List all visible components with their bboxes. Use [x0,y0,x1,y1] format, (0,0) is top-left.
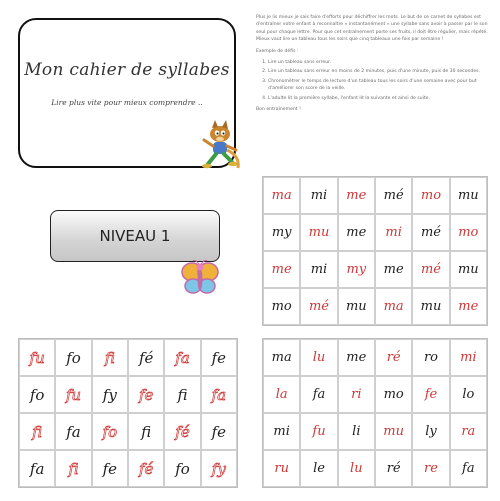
instruction-step: 4. L'adulte lit la première syllabe, l'enfant lit la suivante et ainsi de suite. [268,95,488,102]
syllable-cell: ro [412,339,449,376]
instruction-step: 1. Lire un tableau sans erreur. [268,59,488,66]
syllable-cell: mé [375,177,412,214]
syllable-cell: lo [450,376,487,413]
syllable-cell: fa [55,413,91,450]
syllable-cell: mo [412,177,449,214]
level-label: NIVEAU 1 [99,227,171,245]
syllable-cell: fa [450,450,487,487]
syllable-cell: mé [412,251,449,288]
syllable-cell: fi [128,413,164,450]
syllable-cell: mu [450,251,487,288]
syllable-cell: mi [300,177,337,214]
syllable-cell: my [263,214,300,251]
cover-title: Mon cahier de syllabes [24,60,230,80]
syllable-cell: fe [201,413,237,450]
syllable-cell: fe [128,376,164,413]
syllable-cell: ri [338,376,375,413]
syllable-grid-mixed [262,338,488,488]
syllable-cell: me [338,339,375,376]
syllable-cell: mu [375,413,412,450]
syllable-cell: ma [263,339,300,376]
syllable-cell: my [338,251,375,288]
syllable-cell: ru [263,450,300,487]
syllable-cell: mi [300,251,337,288]
instructions-text [256,14,488,164]
instruction-step: 2. Lire un tableau sans erreur en moins de 2 minutes, puis d'une minute, puis de 30 secondes. [268,68,488,75]
syllable-cell: fa [19,450,55,487]
syllable-cell: fy [201,450,237,487]
instruction-step: 3. Chronométrer le temps de lecture d'un tableau tous les soirs d'une semaine avec pour but d'améliorer son score de la veille. [268,78,488,93]
syllable-cell: ly [412,413,449,450]
syllable-cell: lu [300,339,337,376]
syllable-cell: ma [375,288,412,325]
syllable-cell: fo [55,339,91,376]
syllable-cell: fé [128,339,164,376]
syllable-cell: fo [92,413,128,450]
syllable-cell: fa [164,339,200,376]
syllable-cell: mé [300,288,337,325]
syllable-cell: le [300,450,337,487]
syllable-cell: ré [375,450,412,487]
cover-subtitle: Lire plus vite pour mieux comprendre .. [51,98,203,107]
syllable-cell: fi [92,339,128,376]
syllable-cell: me [338,177,375,214]
syllable-cell: fu [55,376,91,413]
syllable-cell: la [263,376,300,413]
syllable-cell: fu [300,413,337,450]
cover-card [18,18,236,168]
syllable-cell: fo [19,376,55,413]
butterfly-icon [180,260,220,296]
syllable-cell: mi [450,339,487,376]
syllable-cell: fé [128,450,164,487]
syllable-grid-f [18,338,238,488]
instructions-intro: Plus je lis mieux je sais faire d'efforts pour déchiffrer les mots. Le but de ce carnet de syllabes est d'entraîner votre enfant à reconnaître « instantanément » une syllabe sans avoir à passer par le son seul pour chaque lettre. Pour que cet entraînement porte ses fruits, il doit être régulier, mais répété. Mieux vaut lire un tableau tous les soirs que cinq tableaux une fois par semaine ! [256,15,488,43]
syllable-cell: li [338,413,375,450]
instructions-example-label: Exemple de défis : [256,48,299,54]
syllable-cell: lu [338,450,375,487]
syllable-cell: mo [263,288,300,325]
syllable-cell: fi [19,413,55,450]
syllable-cell: mu [450,177,487,214]
syllable-cell: mi [375,214,412,251]
syllable-cell: mi [263,413,300,450]
running-fox-mascot-icon [196,120,244,174]
syllable-cell: me [450,288,487,325]
syllable-cell: fi [55,450,91,487]
syllable-cell: ma [263,177,300,214]
level-badge [50,210,220,262]
syllable-cell: me [375,251,412,288]
syllable-grid-m [262,176,488,326]
instructions-steps [268,59,488,102]
syllable-cell: fi [164,376,200,413]
syllable-cell: mu [338,288,375,325]
syllable-cell: fu [19,339,55,376]
syllable-cell: fa [300,376,337,413]
syllable-cell: me [338,214,375,251]
syllable-cell: mé [412,214,449,251]
syllable-cell: re [412,450,449,487]
syllable-cell: fé [164,413,200,450]
syllable-cell: mu [300,214,337,251]
syllable-cell: fe [412,376,449,413]
instructions-closing: Bon entraînement ! [256,107,301,113]
syllable-cell: mo [375,376,412,413]
syllable-cell: fa [201,376,237,413]
syllable-cell: ré [375,339,412,376]
syllable-cell: mu [412,288,449,325]
syllable-cell: fe [201,339,237,376]
syllable-cell: fe [92,450,128,487]
syllable-cell: fo [164,450,200,487]
syllable-cell: mo [450,214,487,251]
syllable-cell: me [263,251,300,288]
syllable-cell: fy [92,376,128,413]
syllable-cell: ra [450,413,487,450]
